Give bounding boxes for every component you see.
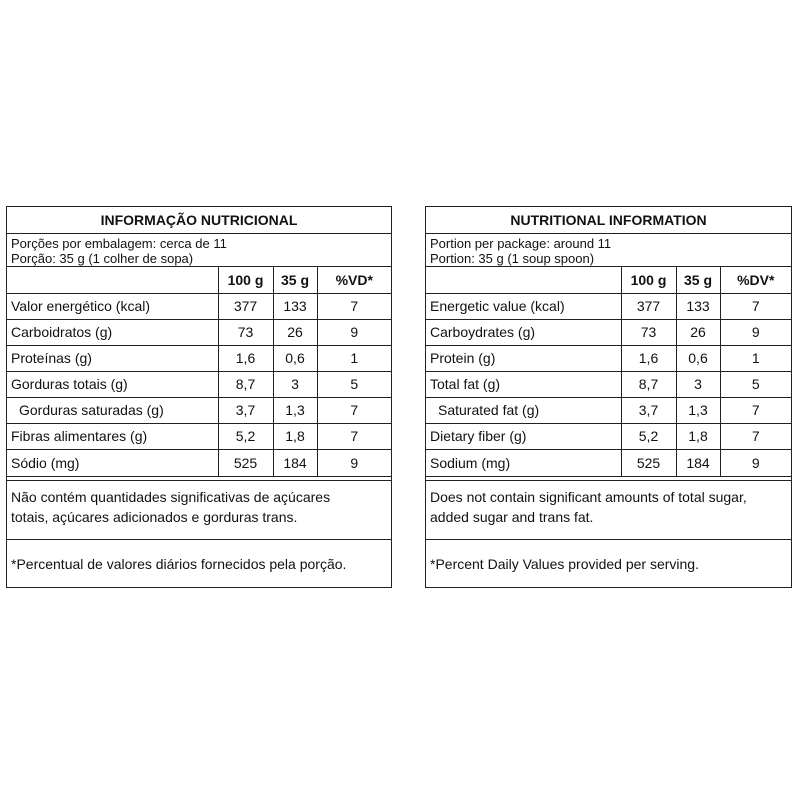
value-35g: 0,6 bbox=[273, 346, 317, 372]
value-dv: 1 bbox=[720, 346, 791, 372]
row-label: Sodium (mg) bbox=[426, 450, 621, 477]
row-label: Valor energético (kcal) bbox=[7, 294, 218, 320]
row-label: Total fat (g) bbox=[426, 372, 621, 398]
trans-fat-note bbox=[7, 480, 391, 540]
value-35g: 3 bbox=[273, 372, 317, 398]
value-100g: 3,7 bbox=[621, 398, 676, 424]
portion-info bbox=[426, 234, 791, 267]
value-35g: 0,6 bbox=[676, 346, 720, 372]
portion-size: Portion: 35 g (1 soup spoon) bbox=[430, 251, 595, 266]
table-row bbox=[426, 424, 791, 450]
header-35g: 35 g bbox=[676, 267, 720, 294]
table-row bbox=[7, 372, 391, 398]
table-row bbox=[7, 294, 391, 320]
value-100g: 8,7 bbox=[621, 372, 676, 398]
row-label: Gorduras totais (g) bbox=[7, 372, 218, 398]
portion-info bbox=[7, 234, 391, 267]
note-line: added sugar and trans fat. bbox=[430, 509, 594, 525]
table-row bbox=[7, 424, 391, 450]
header-100g: 100 g bbox=[218, 267, 273, 294]
value-35g: 184 bbox=[676, 450, 720, 477]
header-35g: 35 g bbox=[273, 267, 317, 294]
nutrition-table bbox=[426, 267, 791, 477]
value-vd: 1 bbox=[317, 346, 391, 372]
note-line: Não contém quantidades significativas de açúcares bbox=[11, 489, 331, 505]
header-dv: %DV* bbox=[720, 267, 791, 294]
value-100g: 5,2 bbox=[621, 424, 676, 450]
portions-per-package: Portion per package: around 11 bbox=[430, 236, 612, 251]
table-row bbox=[7, 450, 391, 477]
table-row bbox=[426, 320, 791, 346]
row-label: Proteínas (g) bbox=[7, 346, 218, 372]
panel-title: NUTRITIONAL INFORMATION bbox=[426, 207, 791, 234]
value-dv: 9 bbox=[720, 320, 791, 346]
row-label: Protein (g) bbox=[426, 346, 621, 372]
nutrition-panel-portuguese bbox=[6, 206, 392, 588]
table-header-row bbox=[426, 267, 791, 294]
table-row bbox=[426, 346, 791, 372]
header-empty-cell bbox=[7, 267, 218, 294]
portions-per-package: Porções por embalagem: cerca de 11 bbox=[11, 236, 227, 251]
value-35g: 1,8 bbox=[676, 424, 720, 450]
value-35g: 3 bbox=[676, 372, 720, 398]
header-100g: 100 g bbox=[621, 267, 676, 294]
value-100g: 525 bbox=[621, 450, 676, 477]
row-label: Dietary fiber (g) bbox=[426, 424, 621, 450]
value-35g: 26 bbox=[676, 320, 720, 346]
value-vd: 7 bbox=[317, 398, 391, 424]
value-dv: 7 bbox=[720, 294, 791, 320]
value-35g: 26 bbox=[273, 320, 317, 346]
value-vd: 7 bbox=[317, 294, 391, 320]
value-dv: 7 bbox=[720, 398, 791, 424]
value-vd: 7 bbox=[317, 424, 391, 450]
portion-size: Porção: 35 g (1 colher de sopa) bbox=[11, 251, 194, 266]
table-row bbox=[7, 346, 391, 372]
note-line: totais, açúcares adicionados e gorduras trans. bbox=[11, 509, 298, 525]
value-100g: 73 bbox=[621, 320, 676, 346]
nutrition-panel-english bbox=[425, 206, 792, 588]
value-35g: 1,3 bbox=[273, 398, 317, 424]
row-label: Saturated fat (g) bbox=[426, 398, 621, 424]
value-35g: 133 bbox=[273, 294, 317, 320]
value-vd: 9 bbox=[317, 320, 391, 346]
nutrition-table bbox=[7, 267, 391, 477]
row-label: Sódio (mg) bbox=[7, 450, 218, 477]
row-label: Carboydrates (g) bbox=[426, 320, 621, 346]
value-100g: 1,6 bbox=[621, 346, 676, 372]
value-100g: 73 bbox=[218, 320, 273, 346]
value-100g: 5,2 bbox=[218, 424, 273, 450]
row-label: Energetic value (kcal) bbox=[426, 294, 621, 320]
value-35g: 184 bbox=[273, 450, 317, 477]
value-35g: 1,8 bbox=[273, 424, 317, 450]
value-100g: 8,7 bbox=[218, 372, 273, 398]
row-label: Fibras alimentares (g) bbox=[7, 424, 218, 450]
table-row bbox=[7, 398, 391, 424]
note-line: Does not contain significant amounts of total sugar, bbox=[430, 489, 747, 505]
table-row bbox=[7, 320, 391, 346]
value-dv: 5 bbox=[720, 372, 791, 398]
table-row bbox=[426, 294, 791, 320]
value-vd: 9 bbox=[317, 450, 391, 477]
header-empty-cell bbox=[426, 267, 621, 294]
header-vd: %VD* bbox=[317, 267, 391, 294]
table-row bbox=[426, 398, 791, 424]
value-100g: 525 bbox=[218, 450, 273, 477]
table-row bbox=[426, 450, 791, 477]
row-label: Gorduras saturadas (g) bbox=[7, 398, 218, 424]
value-35g: 1,3 bbox=[676, 398, 720, 424]
row-label: Carboidratos (g) bbox=[7, 320, 218, 346]
value-100g: 377 bbox=[621, 294, 676, 320]
table-header-row bbox=[7, 267, 391, 294]
value-35g: 133 bbox=[676, 294, 720, 320]
daily-value-footnote: *Percentual de valores diários fornecidos pela porção. bbox=[11, 556, 347, 572]
trans-fat-note bbox=[426, 480, 791, 540]
panel-title: INFORMAÇÃO NUTRICIONAL bbox=[7, 207, 391, 234]
value-dv: 7 bbox=[720, 424, 791, 450]
table-row bbox=[426, 372, 791, 398]
value-100g: 377 bbox=[218, 294, 273, 320]
value-dv: 9 bbox=[720, 450, 791, 477]
daily-value-footnote: *Percent Daily Values provided per serving. bbox=[430, 556, 699, 572]
value-vd: 5 bbox=[317, 372, 391, 398]
value-100g: 1,6 bbox=[218, 346, 273, 372]
value-100g: 3,7 bbox=[218, 398, 273, 424]
